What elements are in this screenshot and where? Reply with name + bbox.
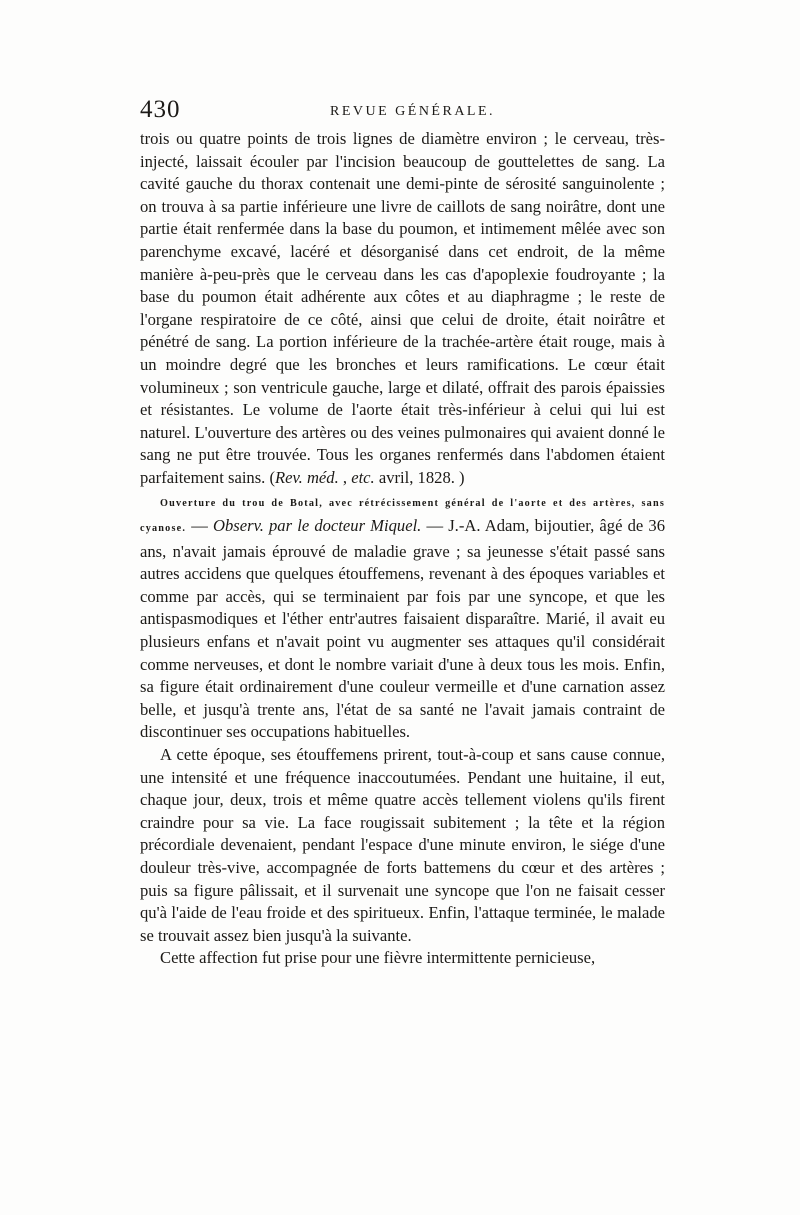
case-intro-text: — J.-A. Adam, bijoutier, âgé de 36 ans, n'avait jamais éprouvé de maladie grave ; sa jeunesse s'était passé sans autres accidens que quelques étouffemens, revenant à des époques variables et comme par accès, qui se terminaient par fois par une syncope, et que les antispasmodiques et l'éther entr'autres faisaient disparaître. Marié, il avait eu plusieurs enfans et n'avait point vu augmenter ses attaques qu'il considérait comme nerveuses, et dont le nombre variait d'une à deux tous les mois. Enfin, sa figure était ordinairement d'une couleur vermeille et d'une carnation assez belle, et jusqu'à trente ans, l'état de sa santé ne l'avait jamais contraint de discontinuer ses occupations habituelles.	[140, 516, 666, 742]
citation-comma: ,	[338, 467, 352, 487]
page-header	[140, 96, 670, 130]
page-number: 430	[140, 96, 181, 123]
citation-etc: etc.	[351, 467, 375, 487]
case-title: Ouverture du trou de Botal, avec rétrécissement général de l'aorte et des artères, sans cyanose.	[140, 497, 665, 535]
paragraph-autopsy	[140, 128, 665, 490]
citation-date: avril, 1828. )	[374, 467, 465, 487]
paragraph-autopsy-text: trois ou quatre points de trois lignes de diamètre environ ; le cerveau, très-injecté, laissait écouler par l'incision beaucoup de gouttelettes de sang. La cavité gauche du thorax contenait une demi-pinte de sérosité sanguinolente ; on trouva à sa partie inférieure une livre de caillots de sang noirâtre, dont une partie était renfermée dans la base du poumon, et intimement mêlée avec son parenchyme excavé, lacéré et désorganisé dans cet endroit, de la même manière à-peu-près que le cerveau dans les cas d'apoplexie foudroyante ; la base du poumon était adhérente aux côtes et au diaphragme ; le reste de l'organe respiratoire de ce côté, ainsi que celui de droite, était noirâtre et pénétré de sang. La portion inférieure de la trachée-artère était rouge, mais à un moindre degré que les bronches et leurs ramifications. Le cœur était volumineux ; son ventricule gauche, large et dilaté, offrait des parois épaissies et résistantes. Le volume de l'aorte était très-inférieur à celui qui lui est naturel. L'ouverture des artères ou des veines pulmonaires qui avaient donné le sang ne put être trouvée. Tous les organes renfermés dans l'abdomen étaient parfaitement sains. (	[140, 129, 665, 487]
paragraph-diagnosis: Cette affection fut prise pour une fièvre intermittente pernicieuse,	[160, 948, 596, 968]
case-title-dash: —	[186, 516, 214, 536]
paragraph-symptoms: A cette époque, ses étouffemens prirent, tout-à-coup et sans cause connue, une intensité et une fréquence inaccoutumées. Pendant une huitaine, il eut, chaque jour, deux, trois et même quatre accès tellement violens qu'ils firent craindre pour sa vie. La face rougissait subitement ; la tête et la région précordiale devenaient, pendant l'espace d'une minute environ, le siége d'une douleur très-vive, accompagnée de forts battemens du cœur et des artères ; puis sa figure pâlissait, et il survenait une syncope que l'on ne faisait cesser qu'à l'aide de l'eau froide et des spiritueux. Enfin, l'attaque terminée, le malade se trouvait assez bien jusqu'à la suivante.	[140, 745, 665, 945]
citation-journal: Rev. méd.	[275, 467, 339, 487]
case-observer: Observ. par le docteur Miquel.	[213, 516, 422, 536]
running-head: REVUE GÉNÉRALE.	[330, 104, 496, 119]
paragraph-case-intro	[140, 490, 665, 745]
body-text	[140, 128, 665, 970]
